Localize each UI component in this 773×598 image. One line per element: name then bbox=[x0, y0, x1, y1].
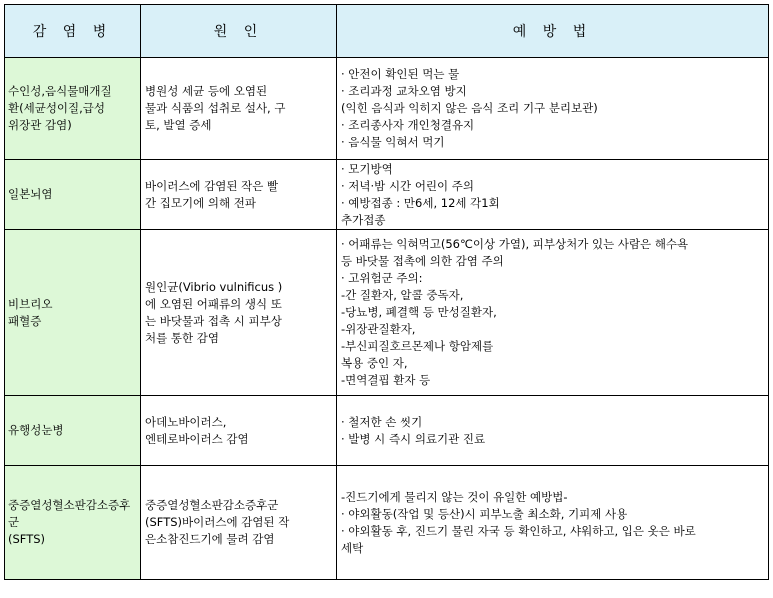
cause-line: (SFTS)바이러스에 감염된 작 bbox=[145, 515, 290, 529]
prevention-line: -진드기에게 물리지 않는 것이 유일한 예방법- bbox=[341, 489, 568, 504]
disease-line: 비브리오 bbox=[8, 296, 53, 311]
disease-line: 수인성,음식물매개질 bbox=[8, 84, 112, 98]
cause-line: 은소참진드기에 물려 감염 bbox=[145, 532, 275, 546]
prevention-line: 세탁 bbox=[341, 540, 364, 555]
cause-cell bbox=[141, 466, 337, 580]
header-prevention: 예 방 법 bbox=[337, 5, 769, 58]
prevention-line: (익힌 음식과 익히지 않은 음식 조리 기구 분리보관) bbox=[341, 101, 598, 115]
prevention-line: -면역결핍 환자 등 bbox=[341, 373, 431, 387]
header-disease: 감 염 병 bbox=[5, 5, 141, 58]
cause-cell bbox=[141, 396, 337, 466]
cause-line: 병원성 세균 등에 오염된 bbox=[145, 84, 268, 98]
cause-cell bbox=[141, 230, 337, 396]
prevention-cell bbox=[337, 396, 769, 466]
cause-cell bbox=[141, 160, 337, 230]
cause-line: 아데노바이러스, bbox=[145, 414, 227, 429]
prevention-line: · 야외활동(작업 및 등산)시 피부노출 최소화, 기피제 사용 bbox=[341, 506, 628, 521]
prevention-line: · 발병 시 즉시 의료기관 진료 bbox=[341, 431, 486, 446]
prevention-line: 복용 중인 자, bbox=[341, 356, 408, 370]
prevention-line: 추가접종 bbox=[341, 212, 386, 227]
disease-cell bbox=[5, 466, 141, 580]
cause-line: 는 바닷물과 접촉 시 피부상 bbox=[145, 313, 282, 328]
cause-line: 엔테로바이러스 감염 bbox=[145, 431, 249, 446]
prevention-line: · 철저한 손 씻기 bbox=[341, 414, 423, 429]
prevention-cell bbox=[337, 58, 769, 160]
disease-prevention-table bbox=[4, 4, 769, 580]
cause-line: 원인균(Vibrio vulnificus ) bbox=[145, 279, 283, 294]
prevention-line: · 조리종사자 개인청결유지 bbox=[341, 118, 475, 132]
prevention-line: · 조리과정 교차오염 방지 bbox=[341, 84, 467, 98]
prevention-line: · 음식물 익혀서 먹기 bbox=[341, 135, 445, 149]
cause-cell bbox=[141, 58, 337, 160]
disease-line: 일본뇌염 bbox=[8, 187, 53, 201]
table-row bbox=[5, 230, 769, 396]
cause-line: 바이러스에 감염된 작은 빨 bbox=[145, 178, 279, 193]
disease-cell bbox=[5, 230, 141, 396]
disease-line: 패혈증 bbox=[8, 313, 42, 328]
disease-line: 군 bbox=[8, 515, 20, 529]
cause-line: 에 오염된 어패류의 생식 또 bbox=[145, 296, 282, 311]
header-cause: 원 인 bbox=[141, 5, 337, 58]
header-row bbox=[5, 5, 769, 58]
table-row bbox=[5, 396, 769, 466]
disease-line: 환(세균성이질,급성 bbox=[8, 101, 106, 115]
cause-line: 처를 통한 감염 bbox=[145, 330, 219, 345]
table-row bbox=[5, 160, 769, 230]
prevention-line: · 안전이 확인된 먹는 물 bbox=[341, 67, 460, 81]
disease-cell bbox=[5, 58, 141, 160]
prevention-line: · 어패류는 익혀먹고(56℃이상 가열), 피부상처가 있는 사람은 해수욕 bbox=[341, 237, 689, 251]
table-row bbox=[5, 58, 769, 160]
cause-line: 간 집모기에 의해 전파 bbox=[145, 195, 256, 210]
disease-cell bbox=[5, 396, 141, 466]
disease-line: 위장관 감염) bbox=[8, 118, 72, 132]
disease-line: 유행성눈병 bbox=[8, 423, 64, 437]
cause-line: 물과 식품의 섭취로 설사, 구 bbox=[145, 101, 286, 115]
prevention-line: -간 질환자, 알콜 중독자, bbox=[341, 288, 464, 302]
table-row bbox=[5, 466, 769, 580]
disease-line: 중증열성혈소판감소증후 bbox=[8, 498, 131, 512]
disease-line: (SFTS) bbox=[8, 532, 46, 546]
prevention-line: -당뇨병, 폐결핵 등 만성질환자, bbox=[341, 305, 497, 319]
prevention-cell bbox=[337, 230, 769, 396]
cause-line: 중증열성혈소판감소증후군 bbox=[145, 498, 279, 512]
prevention-line: 등 바닷물 접촉에 의한 감염 주의 bbox=[341, 254, 504, 268]
cause-line: 토, 발열 증세 bbox=[145, 118, 212, 132]
disease-cell bbox=[5, 160, 141, 230]
prevention-line: -위장관질환자, bbox=[341, 322, 416, 336]
prevention-line: · 예방접종 : 만6세, 12세 각1회 bbox=[341, 195, 500, 210]
prevention-cell bbox=[337, 466, 769, 580]
prevention-line: · 고위험군 주의: bbox=[341, 271, 423, 285]
prevention-line: · 저녁·밤 시간 어린이 주의 bbox=[341, 178, 475, 193]
prevention-line: · 야외활동 후, 진드기 물린 자국 등 확인하고, 샤워하고, 입은 옷은 바로 bbox=[341, 523, 696, 538]
prevention-cell bbox=[337, 160, 769, 230]
prevention-line: -부신피질호르몬제나 항암제를 bbox=[341, 339, 494, 353]
prevention-line: · 모기방역 bbox=[341, 161, 393, 176]
